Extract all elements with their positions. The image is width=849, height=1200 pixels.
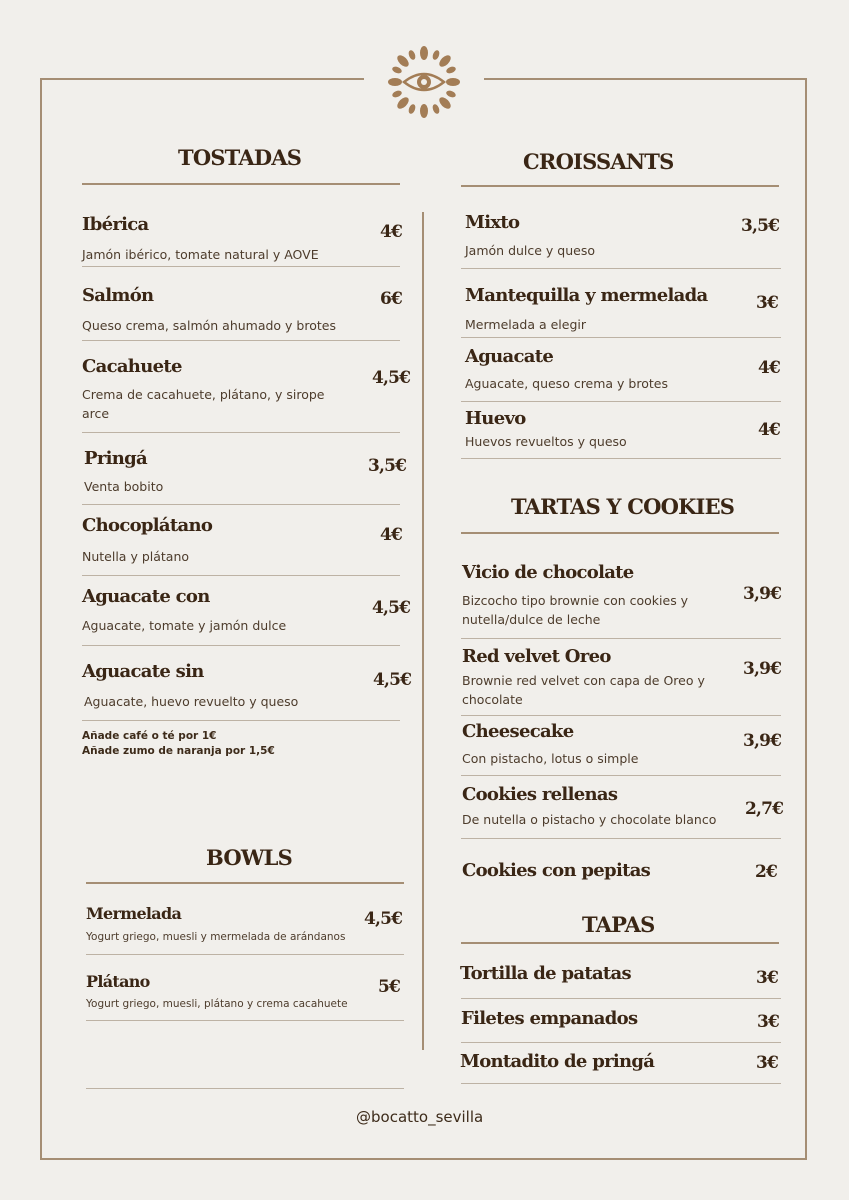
divider (461, 715, 781, 716)
item-name: Salmón (82, 285, 154, 306)
item-price: 4,5€ (373, 670, 412, 690)
tapas-rule (461, 942, 779, 944)
item-name: Plátano (86, 972, 150, 991)
item-name: Cacahuete (82, 356, 182, 377)
item-name: Huevo (465, 408, 526, 429)
item-name: Aguacate con (82, 586, 210, 607)
item-desc: Jamón dulce y queso (465, 243, 596, 258)
item-price: 3,9€ (743, 731, 782, 751)
item-desc: Venta bobito (84, 479, 164, 494)
item-name: Cookies con pepitas (462, 860, 651, 881)
divider (461, 458, 781, 459)
item-price: 3€ (757, 1012, 780, 1032)
tartas-title: TARTAS Y COOKIES (511, 494, 735, 519)
item-name: Tortilla de patatas (460, 963, 631, 984)
croissants-title: CROISSANTS (523, 149, 674, 174)
add-on-note: Añade café o té por 1€ (82, 730, 217, 742)
divider (86, 1088, 404, 1089)
divider (461, 337, 781, 338)
divider (461, 401, 781, 402)
item-price: 2,7€ (745, 799, 784, 819)
item-desc: Yogurt griego, muesli y mermelada de arándanos (86, 931, 346, 943)
item-name: Chocoplátano (82, 515, 213, 536)
item-name: Montadito de pringá (460, 1051, 655, 1072)
item-desc: Jamón ibérico, tomate natural y AOVE (82, 247, 319, 262)
item-price: 4€ (758, 358, 781, 378)
divider (461, 838, 781, 839)
divider (82, 645, 400, 646)
add-on-note: Añade zumo de naranja por 1,5€ (82, 745, 275, 757)
item-price: 4,5€ (372, 368, 411, 388)
item-desc: Brownie red velvet con capa de Oreo y chocolate (462, 673, 705, 707)
divider (461, 775, 781, 776)
item-price: 3,5€ (741, 216, 780, 236)
item-price: 4€ (758, 420, 781, 440)
divider (461, 1083, 781, 1084)
item-price: 4€ (380, 525, 403, 545)
divider (82, 504, 400, 505)
item-desc: Con pistacho, lotus o simple (462, 751, 639, 766)
item-price: 3€ (756, 1053, 779, 1073)
item-desc: Mermelada a elegir (465, 317, 586, 332)
item-price: 4€ (380, 222, 403, 242)
item-desc: Crema de cacahuete, plátano, y sirope arce (82, 387, 325, 421)
divider (82, 575, 400, 576)
eye-flower-icon (386, 44, 462, 120)
item-name: Filetes empanados (461, 1008, 638, 1029)
column-divider (422, 212, 424, 1050)
bowls-title: BOWLS (206, 845, 292, 870)
item-desc: Yogurt griego, muesli, plátano y crema cacahuete (86, 998, 348, 1010)
item-name: Aguacate (465, 346, 554, 367)
item-name: Cookies rellenas (462, 784, 618, 805)
bowls-rule (86, 882, 404, 884)
item-name: Cheesecake (462, 721, 574, 742)
tostadas-rule (82, 183, 400, 185)
item-desc: Huevos revueltos y queso (465, 434, 627, 449)
item-desc: Bizcocho tipo brownie con cookies y nutella/dulce de leche (462, 593, 689, 627)
tartas-rule (461, 532, 779, 534)
item-price: 4,5€ (364, 909, 403, 929)
divider (461, 268, 781, 269)
item-name: Ibérica (82, 214, 149, 235)
item-name: Aguacate sin (82, 661, 204, 682)
item-price: 3€ (756, 968, 779, 988)
divider (82, 432, 400, 433)
item-name: Mantequilla y mermelada (465, 285, 708, 306)
item-desc: Aguacate, queso crema y brotes (465, 376, 668, 391)
item-desc: Aguacate, tomate y jamón dulce (82, 618, 287, 633)
item-desc: De nutella o pistacho y chocolate blanco (462, 812, 717, 827)
item-price: 3,5€ (368, 456, 407, 476)
item-name: Vicio de chocolate (462, 562, 634, 583)
item-price: 3,9€ (743, 584, 782, 604)
item-price: 4,5€ (372, 598, 411, 618)
divider (86, 954, 404, 955)
item-price: 2€ (755, 862, 778, 882)
divider (82, 720, 400, 721)
item-desc: Nutella y plátano (82, 549, 190, 564)
item-price: 3,9€ (743, 659, 782, 679)
tapas-title: TAPAS (582, 912, 655, 937)
item-desc: Queso crema, salmón ahumado y brotes (82, 318, 336, 333)
divider (86, 1020, 404, 1021)
divider (461, 638, 781, 639)
item-desc: Aguacate, huevo revuelto y queso (84, 694, 299, 709)
tostadas-title: TOSTADAS (178, 145, 302, 170)
item-name: Mermelada (86, 904, 182, 923)
divider (461, 1042, 781, 1043)
item-price: 5€ (378, 977, 401, 997)
item-price: 3€ (756, 293, 779, 313)
croissants-rule (461, 185, 779, 187)
divider (461, 998, 781, 999)
divider (82, 340, 400, 341)
item-name: Mixto (465, 212, 520, 233)
divider (82, 266, 400, 267)
item-name: Red velvet Oreo (462, 646, 611, 667)
item-price: 6€ (380, 289, 403, 309)
item-name: Pringá (84, 448, 147, 469)
instagram-handle[interactable]: @bocatto_sevilla (356, 1108, 484, 1126)
